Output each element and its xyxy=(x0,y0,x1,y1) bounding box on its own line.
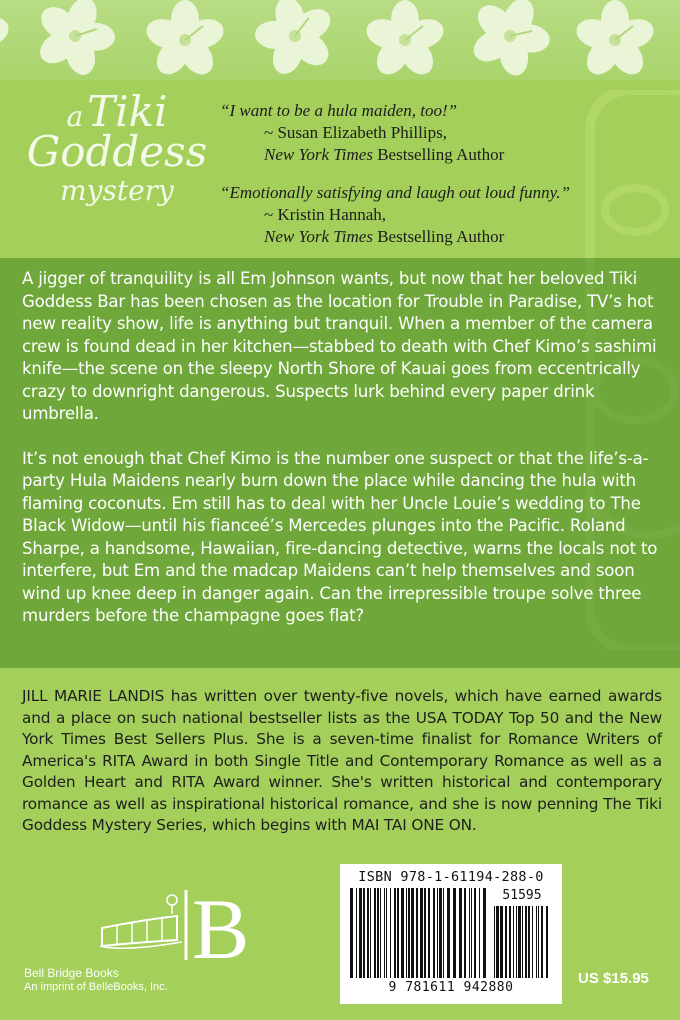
price-code: 51595 xyxy=(502,888,542,903)
blurb-source-publication: New York Times xyxy=(264,227,373,246)
blurb-source-role: Bestselling Author xyxy=(372,227,505,246)
hibiscus-flower-icons xyxy=(0,0,680,80)
barcode-bar xyxy=(479,888,480,978)
barcode-bar xyxy=(496,906,499,978)
barcode-bar xyxy=(433,888,435,978)
barcode-bar xyxy=(420,888,423,978)
logo-letter: B xyxy=(192,881,250,970)
barcode-bar xyxy=(483,888,486,978)
barcode-bar xyxy=(528,906,530,978)
barcode-bar xyxy=(384,888,385,978)
book-description xyxy=(22,268,662,650)
blurb-source xyxy=(220,226,660,248)
barcode-bar xyxy=(377,888,379,978)
barcode-bar xyxy=(370,888,371,978)
bell-bridge-logo-icon xyxy=(22,880,282,970)
barcode-bar xyxy=(538,906,539,978)
series-title-mystery: mystery xyxy=(60,173,174,207)
barcode-bar xyxy=(411,888,414,978)
barcode-bar xyxy=(532,906,533,978)
barcode-bar xyxy=(464,888,466,978)
barcode-bar xyxy=(386,888,387,978)
barcode-bar xyxy=(356,888,357,978)
barcode-bar xyxy=(408,888,410,978)
barcode-bar xyxy=(474,888,476,978)
hibiscus-band xyxy=(0,0,680,80)
barcode-bar xyxy=(469,888,470,978)
barcode-bar xyxy=(428,888,430,978)
barcode-bar xyxy=(494,906,495,978)
barcode-bar xyxy=(437,888,438,978)
barcode-bar xyxy=(522,906,523,978)
isbn-label: ISBN 978-1-61194-288-0 xyxy=(358,869,544,885)
barcode-bar xyxy=(500,906,503,978)
isbn-barcode xyxy=(340,864,562,1004)
barcode-bar xyxy=(447,888,450,978)
blurb xyxy=(220,100,660,166)
barcode-bar xyxy=(439,888,442,978)
barcode-bar xyxy=(509,906,511,978)
barcode-bar xyxy=(546,906,548,978)
series-title xyxy=(22,87,212,207)
barcode-bar xyxy=(390,888,391,978)
review-blurbs xyxy=(220,100,660,264)
series-title-tiki: Tiki xyxy=(87,87,168,136)
barcode-bar xyxy=(397,888,399,978)
barcode-bar xyxy=(471,888,472,978)
blurb-source-publication: New York Times xyxy=(264,145,373,164)
barcode-bar xyxy=(443,888,444,978)
barcode-bar xyxy=(359,888,362,978)
barcode-bar xyxy=(516,906,517,978)
publisher-imprint: An imprint of BelleBooks, Inc. xyxy=(24,981,168,993)
publisher-logo xyxy=(22,880,282,1000)
barcode-bar xyxy=(394,888,396,978)
barcode-bar xyxy=(541,906,543,978)
book-price: US $15.95 xyxy=(578,970,649,987)
barcode-bar xyxy=(536,906,537,978)
blurb-quote: “I want to be a hula maiden, too!” xyxy=(220,101,458,120)
publisher-name: Bell Bridge Books xyxy=(24,966,119,980)
blurb-author: ~ Kristin Hannah, xyxy=(264,205,387,224)
series-title-a: a xyxy=(66,100,84,133)
blurb-quote: “Emotionally satisfying and laugh out loud funny.” xyxy=(220,183,570,202)
blurb xyxy=(220,182,660,248)
barcode-bar xyxy=(367,888,369,978)
blurb-source-role: Bestselling Author xyxy=(372,145,505,164)
description-paragraph-1: A jigger of tranquility is all Em Johnson wants, but now that her beloved Tiki Goddess Bar has been chosen as the location for Trouble in Paradise, TV’s hot new reality show, life is anything but tranquil. When a member of the camera crew is found dead in her kitchen—stabbed to death with Chef Kimo’s sashimi knife—the scene on the sleepy North Shore of Kauai goes from eccentrically crazy to downright dangerous. Suspects lurk behind every paper drink umbrella. xyxy=(22,269,657,423)
author-bio: JILL MARIE LANDIS has written over twenty-five novels, which have earned awards and a place on such national bestseller lists as the USA TODAY Top 50 and the New York Times Best Sellers Plus. She is a seven-time finalist for Romance Writers of America's RITA Award in both Single Title and Contemporary Romance as well as a Golden Heart and RITA Award winner. She's written historical and contemporary romance as well as inspirational historical romance, and she is now penning The Tiki Goddess Mystery Series, which begins with MAI TAI ONE ON. xyxy=(22,687,662,834)
blurb-author: ~ Susan Elizabeth Phillips, xyxy=(264,123,447,142)
series-title-goddess: Goddess xyxy=(26,126,208,176)
barcode-bar xyxy=(453,888,456,978)
barcode-bar xyxy=(518,906,521,978)
barcode-bar xyxy=(505,906,507,978)
blurb-source xyxy=(220,144,660,166)
barcode-bar xyxy=(525,906,527,978)
barcode-bar xyxy=(380,888,381,978)
description-paragraph-2: It’s not enough that Chef Kimo is the number one suspect or that the life’s-a-party Hula Maidens nearly burn down the place while dancing the hula with flaming coconuts. Em still has to deal with her Uncle Louie’s wedding to The Black Widow—until his fianceé’s Mercedes plunges into the Pacific. Roland Sharpe, a handsome, Hawaiian, fire-dancing detective, warns the locals not to interfere, but Em and the madcap Maidens can’t help themselves and soon wind up knee deep in danger again. Can the irrepressible troupe solve three murders before the champagne goes flat? xyxy=(22,448,658,625)
barcode-bar xyxy=(350,888,353,978)
barcode-bar xyxy=(459,888,462,978)
barcode-bar xyxy=(363,888,365,978)
barcode-bar xyxy=(374,888,376,978)
barcode-bar xyxy=(401,888,404,978)
barcode-bar xyxy=(513,906,514,978)
barcode-bar xyxy=(424,888,426,978)
barcode-bar xyxy=(416,888,418,978)
isbn-digits: 9 781611 942880 xyxy=(388,980,514,995)
barcode-bar xyxy=(406,888,407,978)
